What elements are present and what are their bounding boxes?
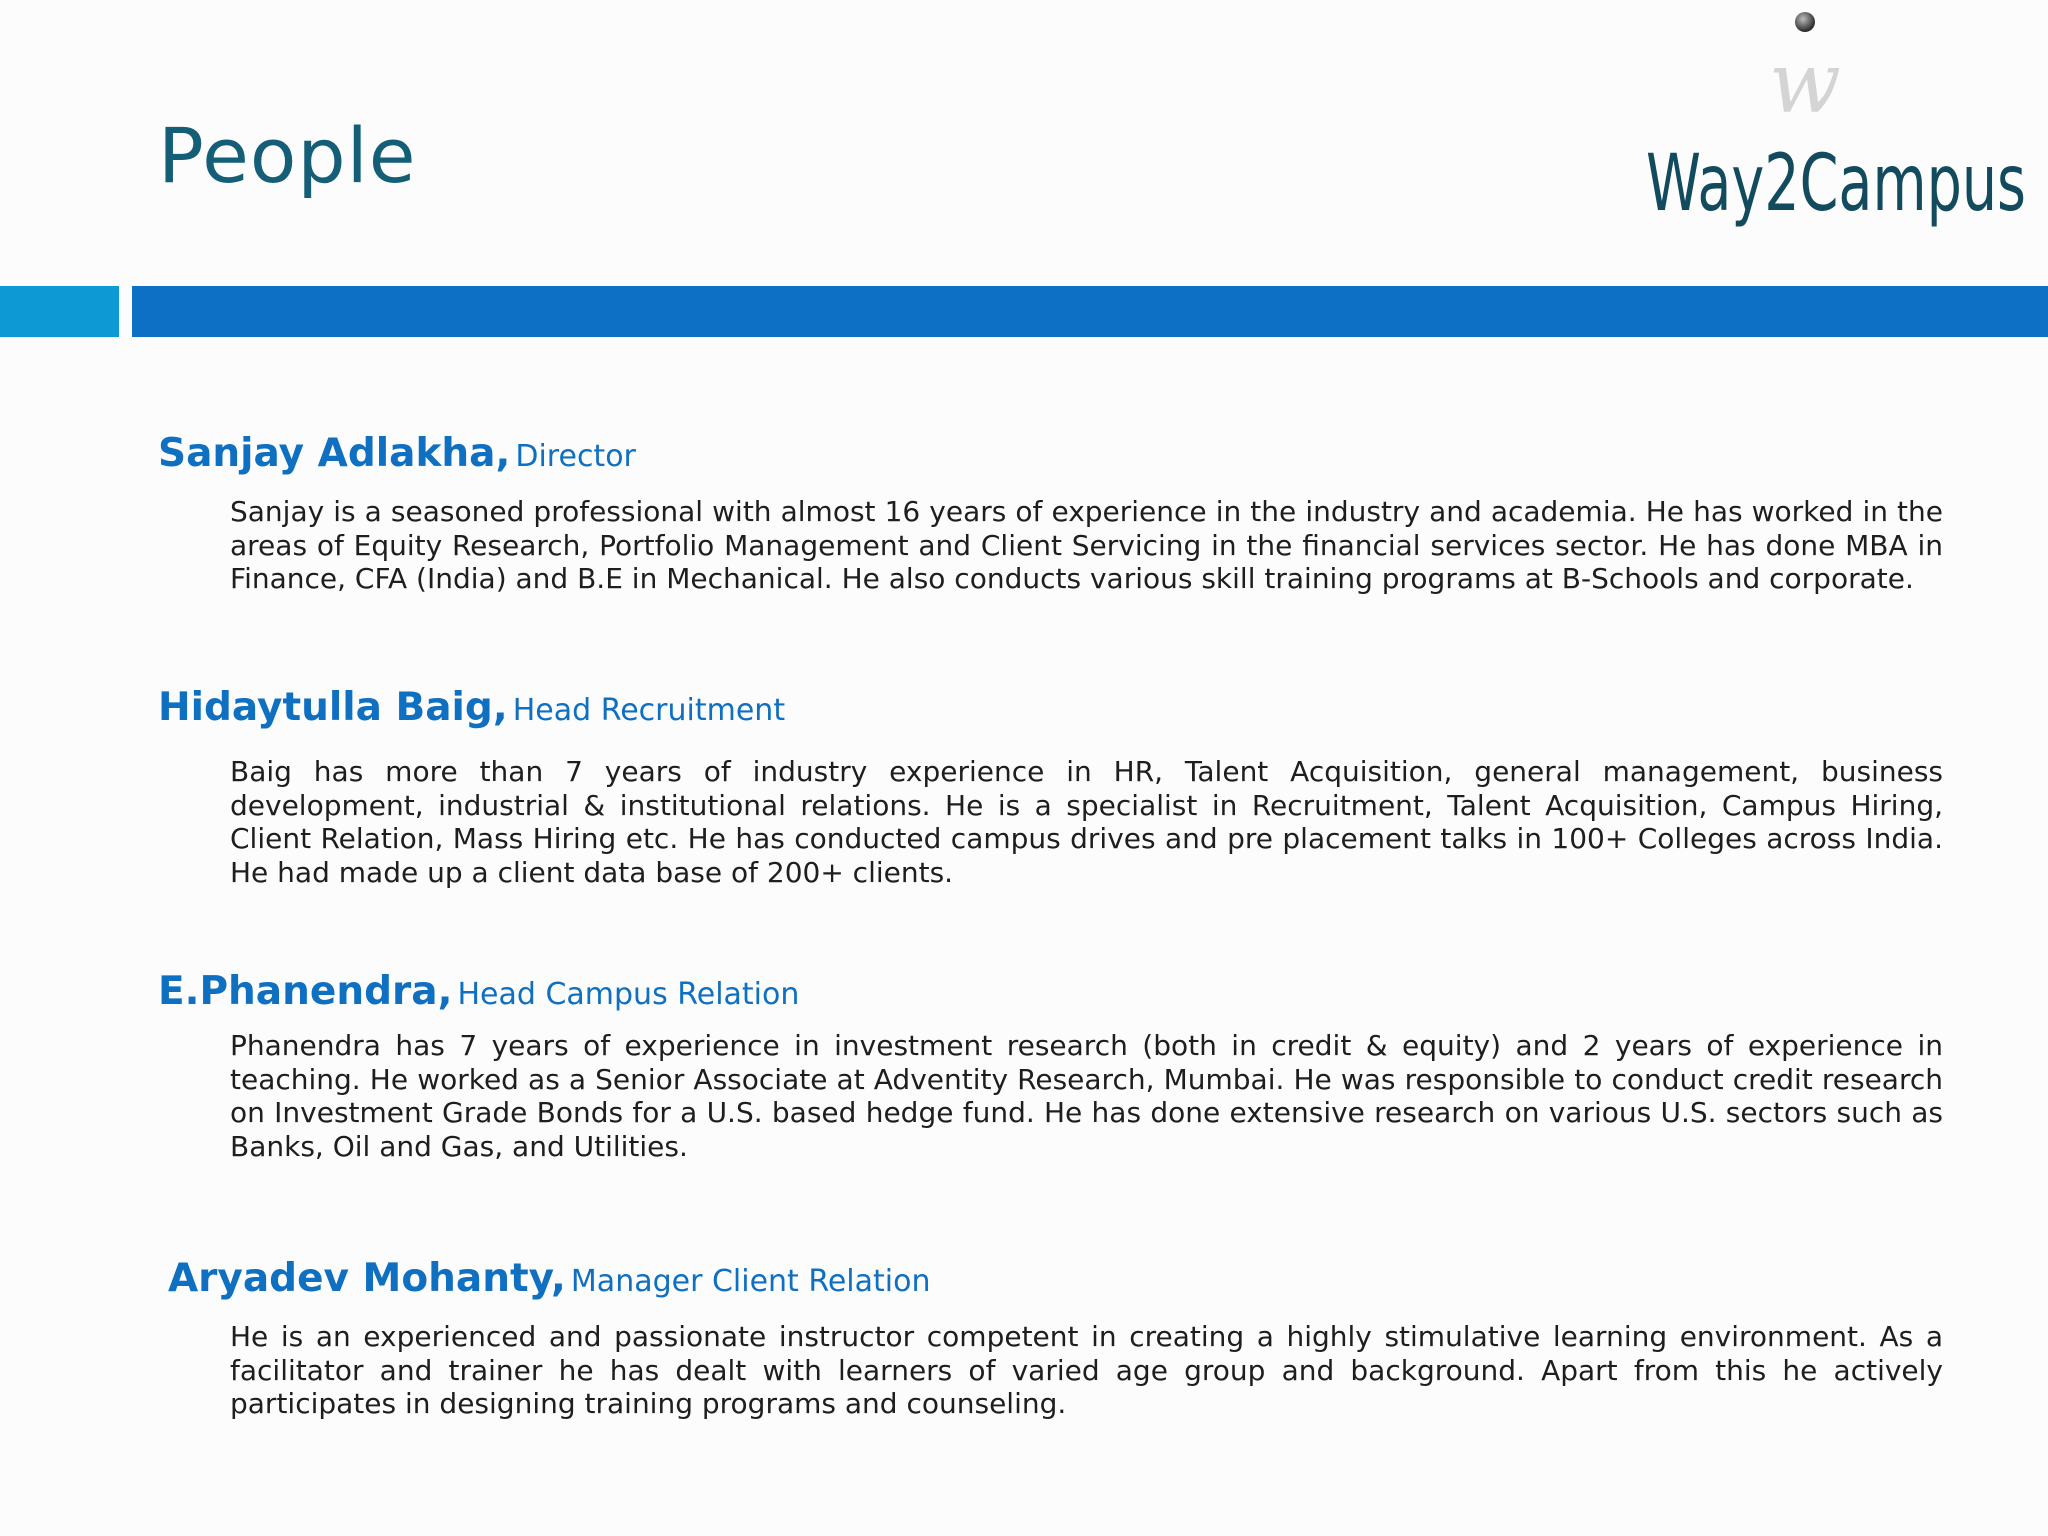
person-role: Head Recruitment [512,693,786,728]
person-role: Director [515,439,636,474]
person-name: Aryadev Mohanty, [168,1256,566,1301]
person-bio: He is an experienced and passionate instructor competent in creating a highly stimulative learning environment. As a facilitator and trainer he has dealt with learners of varied age group and background. Apart from this he actively participates in designing training programs and counseling. [230,1320,1943,1420]
page-title: People [158,111,417,200]
logo-graphic [1630,0,2040,250]
way2campus-logo [1630,0,2040,250]
person-role: Head Campus Relation [457,977,800,1012]
person-aryadev-mohanty [158,1256,1944,1421]
person-hidaytulla-baig [158,685,1944,889]
person-name: Sanjay Adlakha, [158,431,511,476]
accent-bar-main [132,286,2048,337]
person-name: E.Phanendra, [158,969,453,1014]
person-bio: Sanjay is a seasoned professional with almost 16 years of experience in the industry and academia. He has worked in the areas of Equity Research, Portfolio Management and Client Servicing in the financial services sector. He has done MBA in Finance, CFA (India) and B.E in Mechanical. He also conducts various skill training programs at B-Schools and corporate. [230,495,1943,595]
logo-initial: w [1769,34,1841,132]
person-name: Hidaytulla Baig, [158,685,508,730]
logo-dot-icon [1795,12,1815,32]
person-e-phanendra [158,969,1944,1163]
logo-wordmark: Way2Campus [1646,139,2026,229]
person-bio: Baig has more than 7 years of industry experience in HR, Talent Acquisition, general management, business development, industrial & institutional relations. He is a specialist in Recruitment, Talent Acquisition, Campus Hiring, Client Relation, Mass Hiring etc. He has conducted campus drives and pre placement talks in 100+ Colleges across India. He had made up a client data base of 200+ clients. [230,755,1943,889]
person-heading [158,685,1944,730]
accent-bar-left [0,286,119,337]
person-bio: Phanendra has 7 years of experience in investment research (both in credit & equity) and 2 years of experience in teaching. He worked as a Senior Associate at Adventity Research, Mumbai. He was responsible to conduct credit research on Investment Grade Bonds for a U.S. based hedge fund. He has done extensive research on various U.S. sectors such as Banks, Oil and Gas, and Utilities. [230,1029,1943,1163]
person-role: Manager Client Relation [570,1264,931,1299]
person-heading [158,431,1944,476]
person-heading [158,969,1944,1014]
person-heading [168,1256,1944,1301]
person-sanjay-adlakha [158,431,1944,596]
